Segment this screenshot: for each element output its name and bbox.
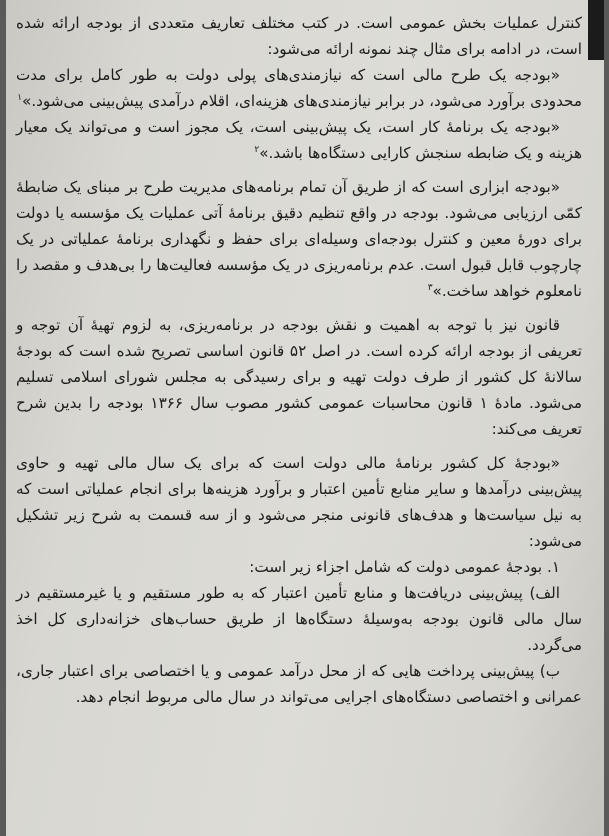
footnote-ref-3: ۳ (427, 282, 433, 293)
footnote-ref-1: ۱ (17, 92, 23, 103)
paragraph-law-text: قانون نیز با توجه به اهمیت و نقش بودجه در برنامه‌ریزی، به لزوم تهیهٔ آن توجه و تعریفی از بودجه ارائه کرده است. در اصل ۵۲ قانون اساسی تصریح شده است که بودجهٔ سالانهٔ کل کشور از طرف دولت تهیه و برای رسیدگی به مجلس شورای اسلامی تسلیم می‌شود. مادهٔ ۱ قانون محاسبات عمومی کشور مصوب سال ۱۳۶۶ بودجه را بدین شرح تعریف می‌کند: (16, 316, 582, 438)
paragraph-intro (16, 10, 582, 62)
quote-definition-3 (16, 174, 582, 304)
list-item-be-text: ب) پیش‌بینی پرداخت هایی که از محل درآمد عمومی و یا اختصاصی برای اعتبار جاری، عمرانی و اختصاصی دستگاه‌های اجرایی می‌تواند در سال مالی مربوط انجام دهد. (16, 662, 582, 706)
quote-definition-2-text: «بودجه یک برنامهٔ کار است، یک پیش‌بینی است، یک مجوز است و می‌تواند یک معیار هزینه و یک ضابطه سنجش کارایی دستگاه‌ها باشد.» (16, 118, 582, 162)
quote-law-definition (16, 450, 582, 554)
list-item-alef-text: الف) پیش‌بینی دریافت‌ها و منابع تأمین اعتبار که به طور مستقیم و یا غیرمستقیم در سال مالی قانون بودجه به‌وسیلهٔ دستگاه‌ها از طریق حساب‌های خزانه‌داری کل اخذ می‌گردد. (16, 584, 582, 654)
footnote-ref-2: ۲ (254, 144, 260, 155)
quote-law-definition-text: «بودجهٔ کل کشور برنامهٔ مالی دولت است که برای یک سال مالی تهیه و حاوی پیش‌بینی درآمدها و سایر منابع تأمین اعتبار و برآورد هزینه‌ها برای انجام عملیاتی است که به نیل سیاست‌ها و هدف‌های قانونی منجر می‌شود و از سه قسمت به شرح زیر تشکیل می‌شود: (16, 454, 582, 550)
list-item-alef (16, 580, 582, 658)
quote-definition-1 (16, 62, 582, 114)
book-page (6, 0, 604, 836)
quote-definition-3-text: «بودجه ابزاری است که از طریق آن تمام برنامه‌های مدیریت طرح بر مبنای یک ضابطهٔ کمّی ارزیابی می‌شود. بودجه در واقع تنظیم دقیق برنامهٔ آتی عملیات یک مؤسسه یا دولت برای دورهٔ معین و کنترل بودجه‌ای وسیله‌ای برای حفظ و نگهداری برنامهٔ عملیاتی در یک چارچوب قابل قبول است. عدم برنامه‌ریزی در یک مؤسسه فعالیت‌ها را بی‌هدف و مقصد را نامعلوم خواهد ساخت.» (16, 178, 582, 300)
paragraph-intro-text: کنترل عملیات بخش عمومی است. در کتب مختلف تعاریف متعددی از بودجه ارائه شده است، در ادامه برای مثال چند نمونه ارائه می‌شود: (16, 14, 582, 58)
page-text (16, 10, 582, 710)
quote-definition-1-text: «بودجه یک طرح مالی است که نیازمندی‌های پولی دولت به طور کامل برای مدت محدودی برآورد می‌شود، در برابر نیازمندی‌های هزینه‌ای، اقلام درآمدی پیش‌بینی می‌شود.» (16, 66, 582, 110)
paragraph-law (16, 312, 582, 442)
page-edge-shadow (588, 0, 604, 60)
list-item-1 (16, 554, 582, 580)
quote-definition-2 (16, 114, 582, 166)
list-item-be (16, 658, 582, 710)
list-item-1-text: ۱. بودجهٔ عمومی دولت که شامل اجزاء زیر است: (249, 558, 560, 576)
